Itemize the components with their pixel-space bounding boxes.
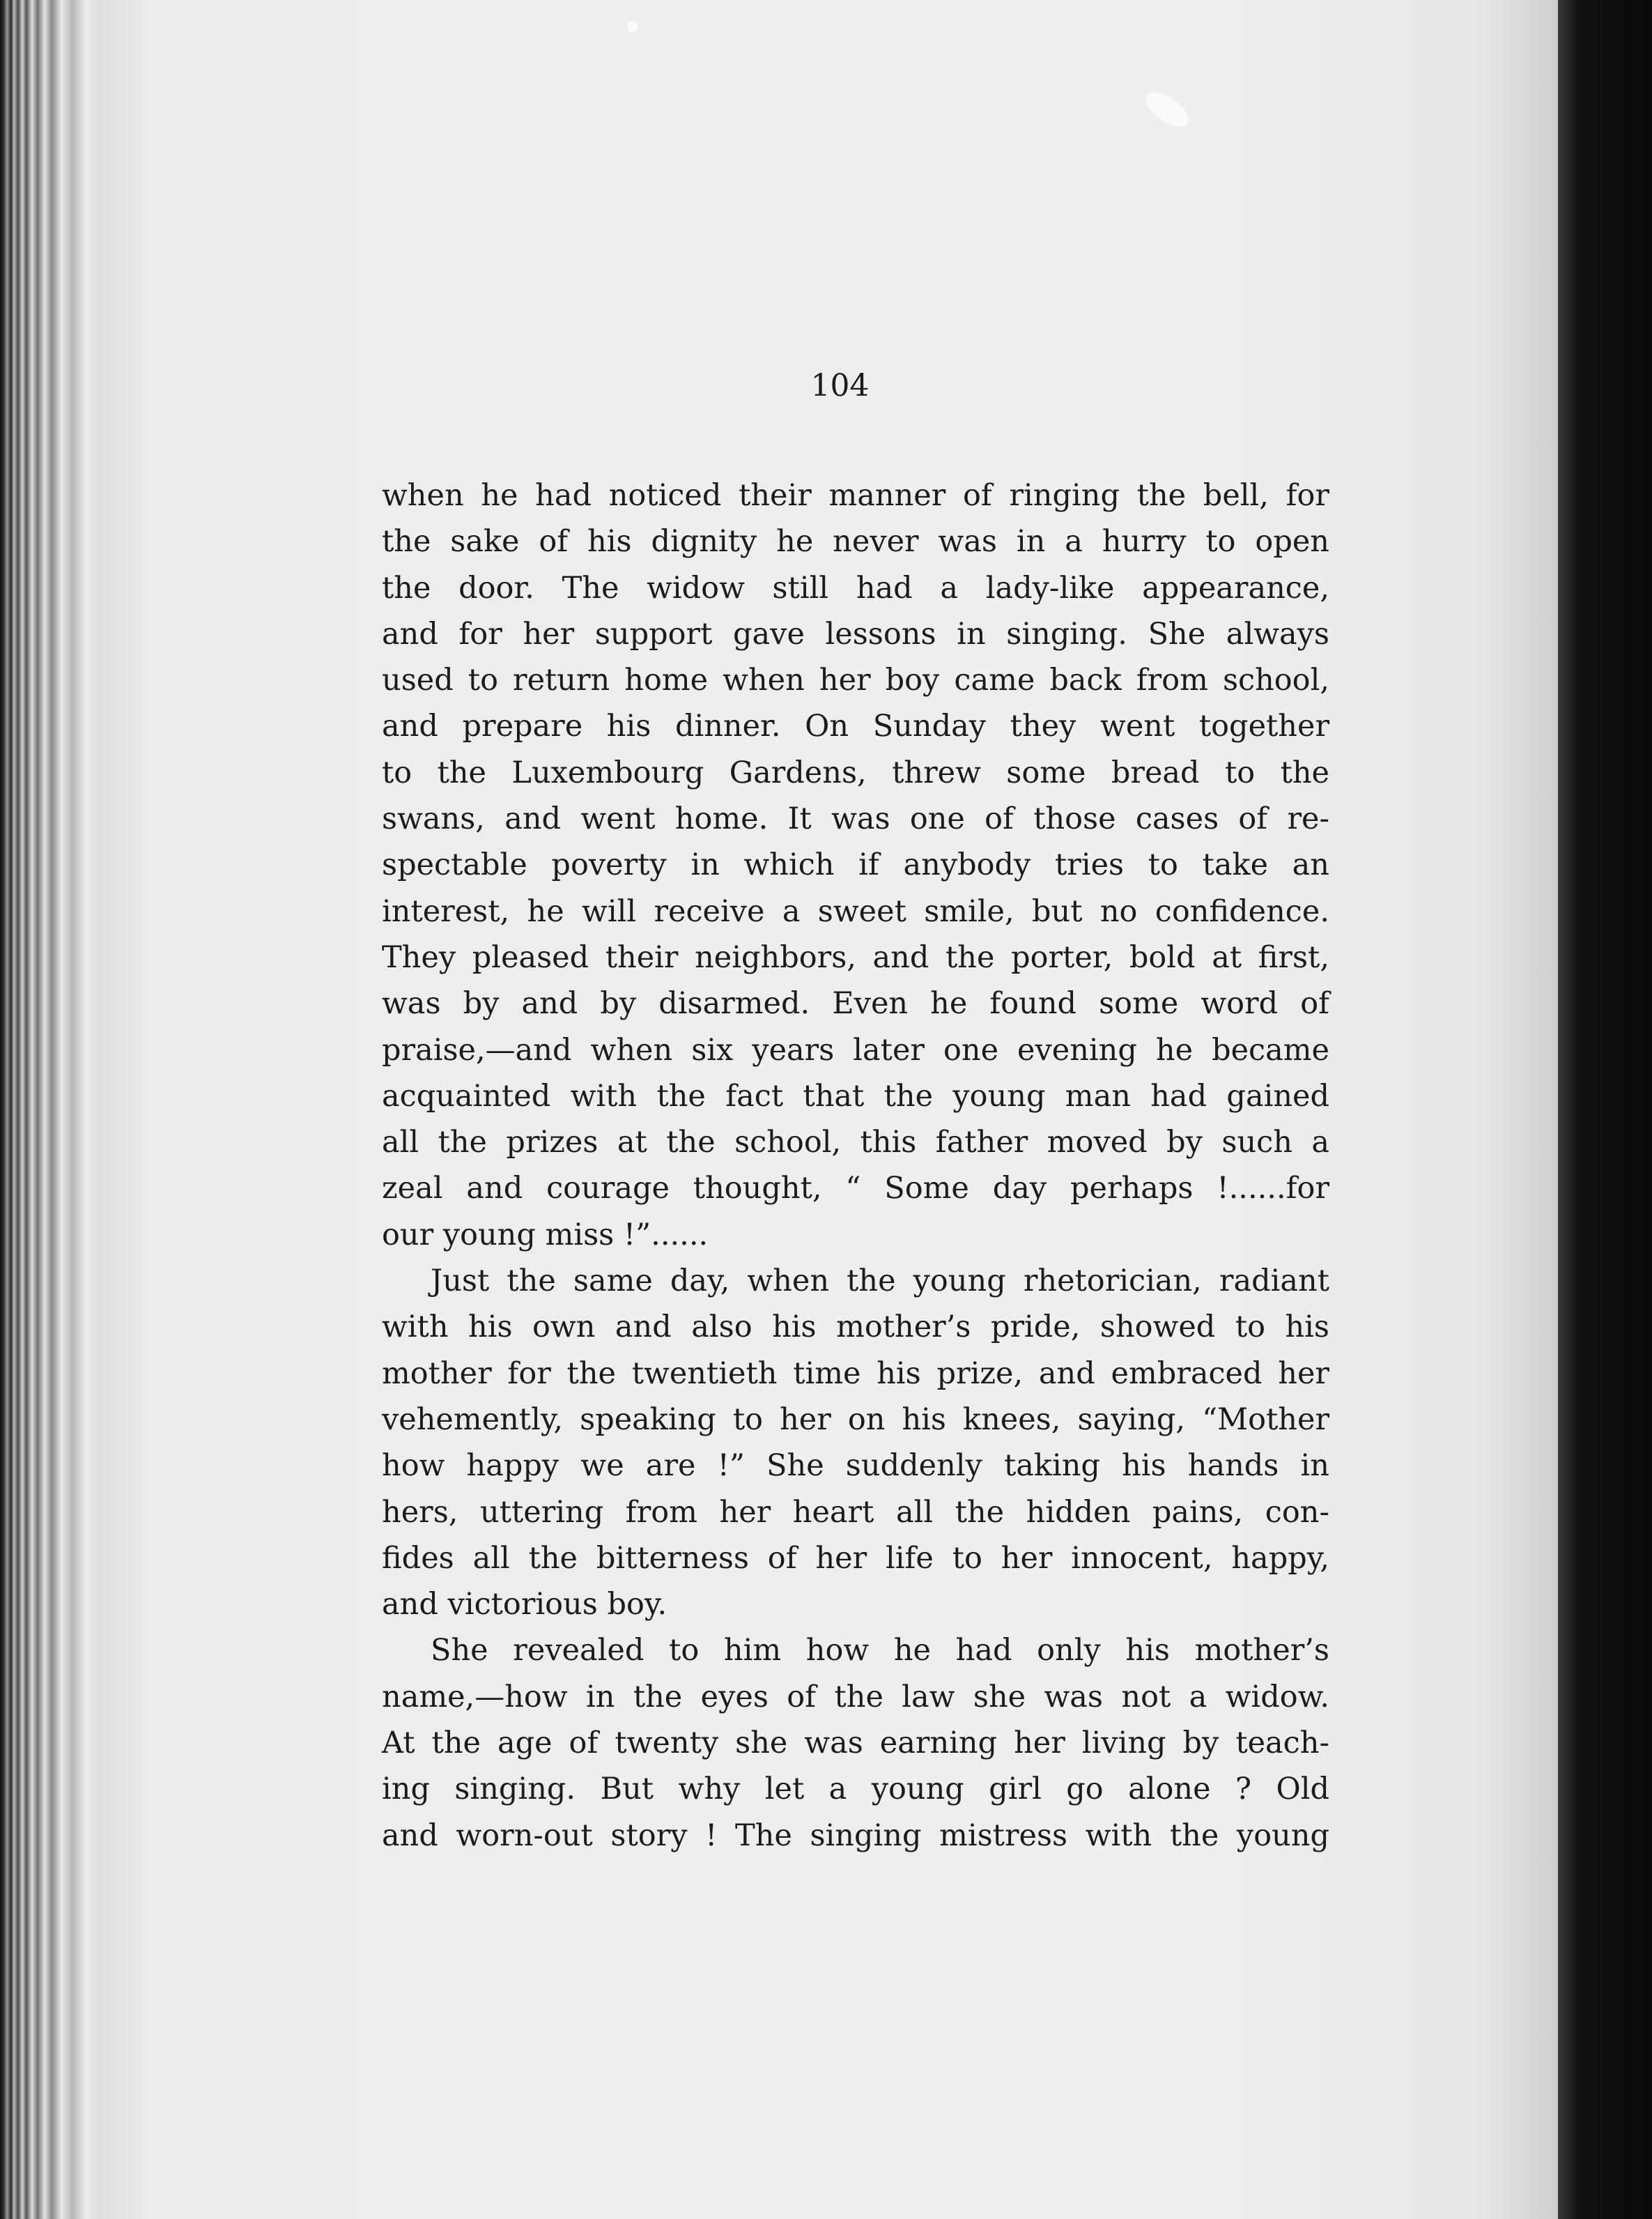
text-line: name,—how in the eyes of the law she was not a widow. [382,1679,1329,1714]
text-line: mother for the twentieth time his prize, and embraced her [382,1356,1329,1391]
text-line: when he had noticed their manner of ringing the bell, for [382,478,1329,513]
text-line: the door. The widow still had a lady-like appearance, [382,570,1329,606]
text-line: vehemently, speaking to her on his knees, saying, “Mother [382,1402,1329,1437]
text-line: was by and by disarmed. Even he found some word of [382,986,1329,1022]
text-line: and victorious boy. [382,1587,667,1622]
text-line: and prepare his dinner. On Sunday they went together [382,709,1329,744]
text-line: Just the same day, when the young rhetorician, radiant [431,1264,1329,1299]
page-number: 104 [810,368,870,404]
paper-speck [627,21,638,32]
text-line: They pleased their neighbors, and the porter, bold at first, [382,939,1329,975]
book-binding-edge [1558,0,1652,2219]
text-line: and worn-out story ! The singing mistress with the young [382,1818,1329,1853]
text-line: praise,—and when six years later one evening he became [382,1032,1329,1068]
text-line: hers, uttering from her heart all the hidden pains, con- [382,1494,1329,1530]
text-line: spectable poverty in which if anybody tries to take an [382,847,1329,883]
text-line: used to return home when her boy came back from school, [382,663,1329,698]
text-line: and for her support gave lessons in singing. She always [382,616,1329,652]
body-text [382,473,1329,1859]
text-line: ing singing. But why let a young girl go alone ? Old [382,1772,1329,1807]
text-line: interest, he will receive a sweet smile, but no confidence. [382,893,1329,929]
page-edges [0,0,105,2219]
text-line: acquainted with the fact that the young man had gained [382,1078,1329,1114]
text-line: She revealed to him how he had only his mother’s [431,1633,1329,1668]
text-line: the sake of his dignity he never was in a hurry to open [382,524,1329,560]
text-line: with his own and also his mother’s pride, showed to his [382,1310,1329,1345]
text-line: to the Luxembourg Gardens, threw some bread to the [382,755,1329,790]
text-line: zeal and courage thought, “ Some day perhaps !......for [382,1171,1329,1206]
text-line: how happy we are !” She suddenly taking his hands in [382,1448,1329,1484]
text-line: At the age of twenty she was earning her living by teach- [382,1726,1329,1761]
text-line: fides all the bitterness of her life to her innocent, happy, [382,1540,1329,1576]
text-line: swans, and went home. It was one of those cases of re- [382,801,1329,837]
text-line: all the prizes at the school, this father moved by such a [382,1125,1329,1160]
text-line: our young miss !”...... [382,1217,709,1252]
